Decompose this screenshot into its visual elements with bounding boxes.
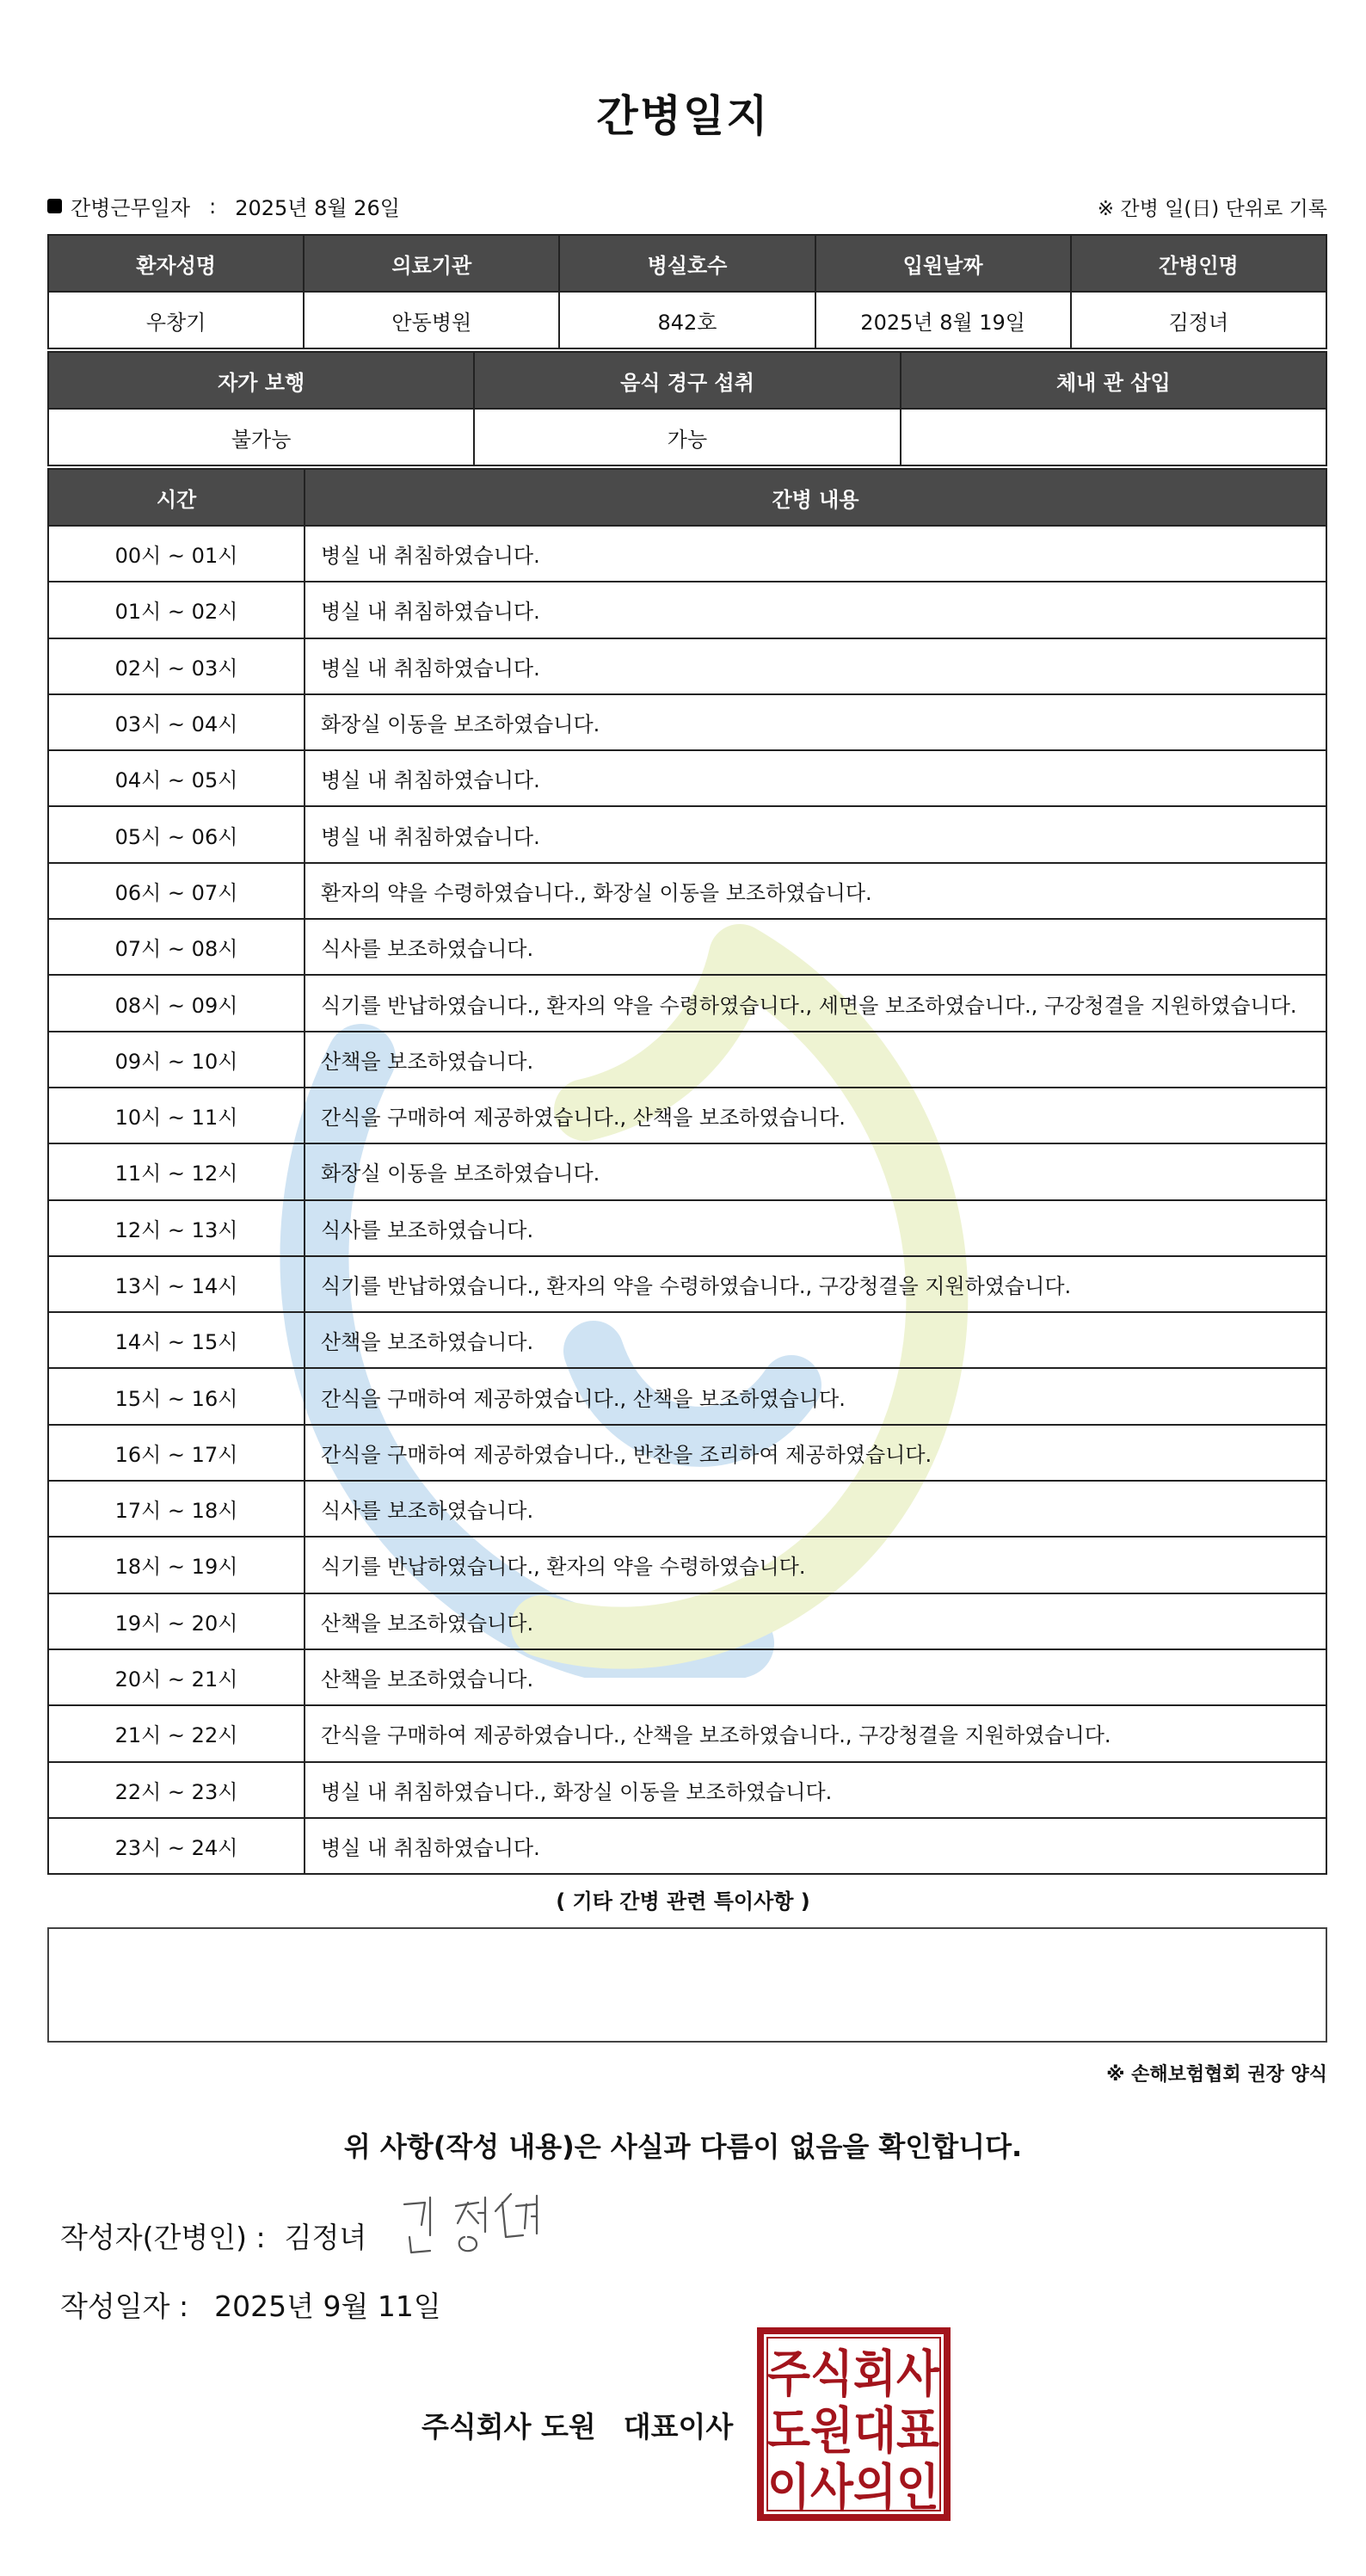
hospital-name: 안동병원 xyxy=(304,292,559,348)
tube-insertion-value xyxy=(901,409,1326,465)
table-row xyxy=(48,1481,1326,1537)
time-cell: 05시 ~ 06시 xyxy=(48,806,305,862)
company-title: 대표이사 xyxy=(623,2410,734,2444)
room-number: 842호 xyxy=(559,292,815,348)
patient-name: 우창기 xyxy=(48,292,304,348)
time-cell: 07시 ~ 08시 xyxy=(48,919,305,975)
table-row xyxy=(48,806,1326,862)
table-row xyxy=(48,1537,1326,1593)
time-cell: 12시 ~ 13시 xyxy=(48,1200,305,1256)
time-cell: 01시 ~ 02시 xyxy=(48,582,305,638)
confirmation-statement: 위 사항(작성 내용)은 사실과 다름이 없음을 확인합니다. xyxy=(343,2130,1023,2163)
content-cell: 병실 내 취침하였습니다. xyxy=(305,638,1326,694)
content-cell: 간식을 구매하여 제공하였습니다., 산책을 보조하였습니다. xyxy=(305,1088,1326,1143)
association-footnote: ※ 손해보험협회 권장 양식 xyxy=(1106,2064,1327,2086)
table-row xyxy=(48,750,1326,806)
content-cell: 식기를 반납하였습니다., 환자의 약을 수령하였습니다. xyxy=(305,1537,1326,1593)
time-cell: 11시 ~ 12시 xyxy=(48,1143,305,1199)
table-row xyxy=(48,1256,1326,1312)
time-cell: 20시 ~ 21시 xyxy=(48,1649,305,1705)
company-seal-icon xyxy=(757,2327,951,2521)
writer-label: 작성자(간병인) : xyxy=(60,2221,266,2254)
table-row xyxy=(48,1818,1326,1874)
work-date-colon: : xyxy=(209,194,217,219)
table-row xyxy=(48,694,1326,750)
content-cell: 산책을 보조하였습니다. xyxy=(305,1032,1326,1088)
time-cell: 16시 ~ 17시 xyxy=(48,1425,305,1481)
written-date-label: 작성일자 : xyxy=(60,2289,189,2323)
header-room: 병실호수 xyxy=(559,235,815,292)
table-row xyxy=(48,1312,1326,1368)
time-cell: 17시 ~ 18시 xyxy=(48,1481,305,1537)
table-row xyxy=(48,1088,1326,1143)
content-cell: 식사를 보조하였습니다. xyxy=(305,1200,1326,1256)
table-row xyxy=(48,863,1326,919)
time-cell: 23시 ~ 24시 xyxy=(48,1818,305,1874)
table-row xyxy=(48,1593,1326,1649)
caregiver-name: 김정녀 xyxy=(1071,292,1326,348)
time-cell: 15시 ~ 16시 xyxy=(48,1368,305,1424)
table-row xyxy=(48,1143,1326,1199)
content-cell: 병실 내 취침하였습니다. xyxy=(305,806,1326,862)
content-cell: 간식을 구매하여 제공하였습니다., 산책을 보조하였습니다., 구강청결을 지원하였습니다. xyxy=(305,1705,1326,1761)
header-patient-name: 환자성명 xyxy=(48,235,304,292)
content-cell: 산책을 보조하였습니다. xyxy=(305,1312,1326,1368)
time-cell: 04시 ~ 05시 xyxy=(48,750,305,806)
table-row xyxy=(48,1705,1326,1761)
handwritten-signature-icon xyxy=(396,2185,559,2263)
work-date-label: 간병근무일자 xyxy=(71,196,191,220)
table-row xyxy=(48,1762,1326,1818)
content-cell: 환자의 약을 수령하였습니다., 화장실 이동을 보조하였습니다. xyxy=(305,863,1326,919)
writer-name: 김정녀 xyxy=(284,2221,367,2254)
content-cell: 병실 내 취침하였습니다. xyxy=(305,1818,1326,1874)
header-oral-intake: 음식 경구 섭취 xyxy=(474,352,900,409)
time-cell: 09시 ~ 10시 xyxy=(48,1032,305,1088)
self-walking-value: 불가능 xyxy=(48,409,474,465)
time-cell: 00시 ~ 01시 xyxy=(48,526,305,582)
table-row xyxy=(48,1649,1326,1705)
content-cell: 화장실 이동을 보조하였습니다. xyxy=(305,1143,1326,1199)
admission-date: 2025년 8월 19일 xyxy=(815,292,1071,348)
table-row xyxy=(48,919,1326,975)
special-notes-box xyxy=(47,1927,1327,2043)
time-cell: 22시 ~ 23시 xyxy=(48,1762,305,1818)
document-title: 간병일지 xyxy=(596,91,770,141)
writer-row xyxy=(60,2215,366,2256)
content-cell: 식기를 반납하였습니다., 환자의 약을 수령하였습니다., 구강청결을 지원하였습니다. xyxy=(305,1256,1326,1312)
content-cell: 식기를 반납하였습니다., 환자의 약을 수령하였습니다., 세면을 보조하였습니다., 구강청결을 지원하였습니다. xyxy=(305,975,1326,1031)
work-date-value: 2025년 8월 26일 xyxy=(235,196,400,220)
work-date-row xyxy=(47,191,1327,225)
header-tube-insertion: 체내 관 삽입 xyxy=(901,352,1326,409)
care-log-table xyxy=(47,468,1327,1875)
table-row xyxy=(48,975,1326,1031)
table-row xyxy=(48,582,1326,638)
time-cell: 02시 ~ 03시 xyxy=(48,638,305,694)
header-time: 시간 xyxy=(48,469,305,526)
table-row xyxy=(48,526,1326,582)
table-row xyxy=(48,638,1326,694)
time-cell: 19시 ~ 20시 xyxy=(48,1593,305,1649)
table-row xyxy=(48,1200,1326,1256)
content-cell: 산책을 보조하였습니다. xyxy=(305,1649,1326,1705)
header-self-walking: 자가 보행 xyxy=(48,352,474,409)
time-cell: 08시 ~ 09시 xyxy=(48,975,305,1031)
content-cell: 병실 내 취침하였습니다., 화장실 이동을 보조하였습니다. xyxy=(305,1762,1326,1818)
time-cell: 18시 ~ 19시 xyxy=(48,1537,305,1593)
header-hospital: 의료기관 xyxy=(304,235,559,292)
time-cell: 14시 ~ 15시 xyxy=(48,1312,305,1368)
time-cell: 06시 ~ 07시 xyxy=(48,863,305,919)
content-cell: 병실 내 취침하였습니다. xyxy=(305,582,1326,638)
seal-line-2: 도원대표 xyxy=(767,2401,939,2460)
special-notes-title: ( 기타 간병 관련 특이사항 ) xyxy=(556,1889,810,1914)
content-cell: 산책을 보조하였습니다. xyxy=(305,1593,1326,1649)
table-row xyxy=(48,1032,1326,1088)
written-date-row xyxy=(60,2284,441,2325)
content-cell: 간식을 구매하여 제공하였습니다., 반찬을 조리하여 제공하였습니다. xyxy=(305,1425,1326,1481)
company-row xyxy=(421,2405,760,2445)
header-caregiver-name: 간병인명 xyxy=(1071,235,1326,292)
content-cell: 식사를 보조하였습니다. xyxy=(305,919,1326,975)
company-name: 주식회사 도원 xyxy=(421,2410,596,2444)
content-cell: 병실 내 취침하였습니다. xyxy=(305,526,1326,582)
header-admission-date: 입원날짜 xyxy=(815,235,1071,292)
content-cell: 식사를 보조하였습니다. xyxy=(305,1481,1326,1537)
patient-info-table xyxy=(47,234,1327,349)
content-cell: 간식을 구매하여 제공하였습니다., 산책을 보조하였습니다. xyxy=(305,1368,1326,1424)
table-row xyxy=(48,1425,1326,1481)
written-date-value: 2025년 9월 11일 xyxy=(214,2289,441,2323)
time-cell: 03시 ~ 04시 xyxy=(48,694,305,750)
content-cell: 화장실 이동을 보조하였습니다. xyxy=(305,694,1326,750)
seal-line-3: 이사의인 xyxy=(767,2458,939,2517)
time-cell: 13시 ~ 14시 xyxy=(48,1256,305,1312)
patient-status-table xyxy=(47,351,1327,466)
seal-line-1: 주식회사 xyxy=(767,2345,940,2403)
content-cell: 병실 내 취침하였습니다. xyxy=(305,750,1326,806)
time-cell: 21시 ~ 22시 xyxy=(48,1705,305,1761)
bullet-square-icon xyxy=(47,199,62,213)
unit-note: ※ 간병 일(日) 단위로 기록 xyxy=(1097,198,1327,220)
time-cell: 10시 ~ 11시 xyxy=(48,1088,305,1143)
header-care-content: 간병 내용 xyxy=(305,469,1326,526)
oral-intake-value: 가능 xyxy=(474,409,900,465)
table-row xyxy=(48,1368,1326,1424)
